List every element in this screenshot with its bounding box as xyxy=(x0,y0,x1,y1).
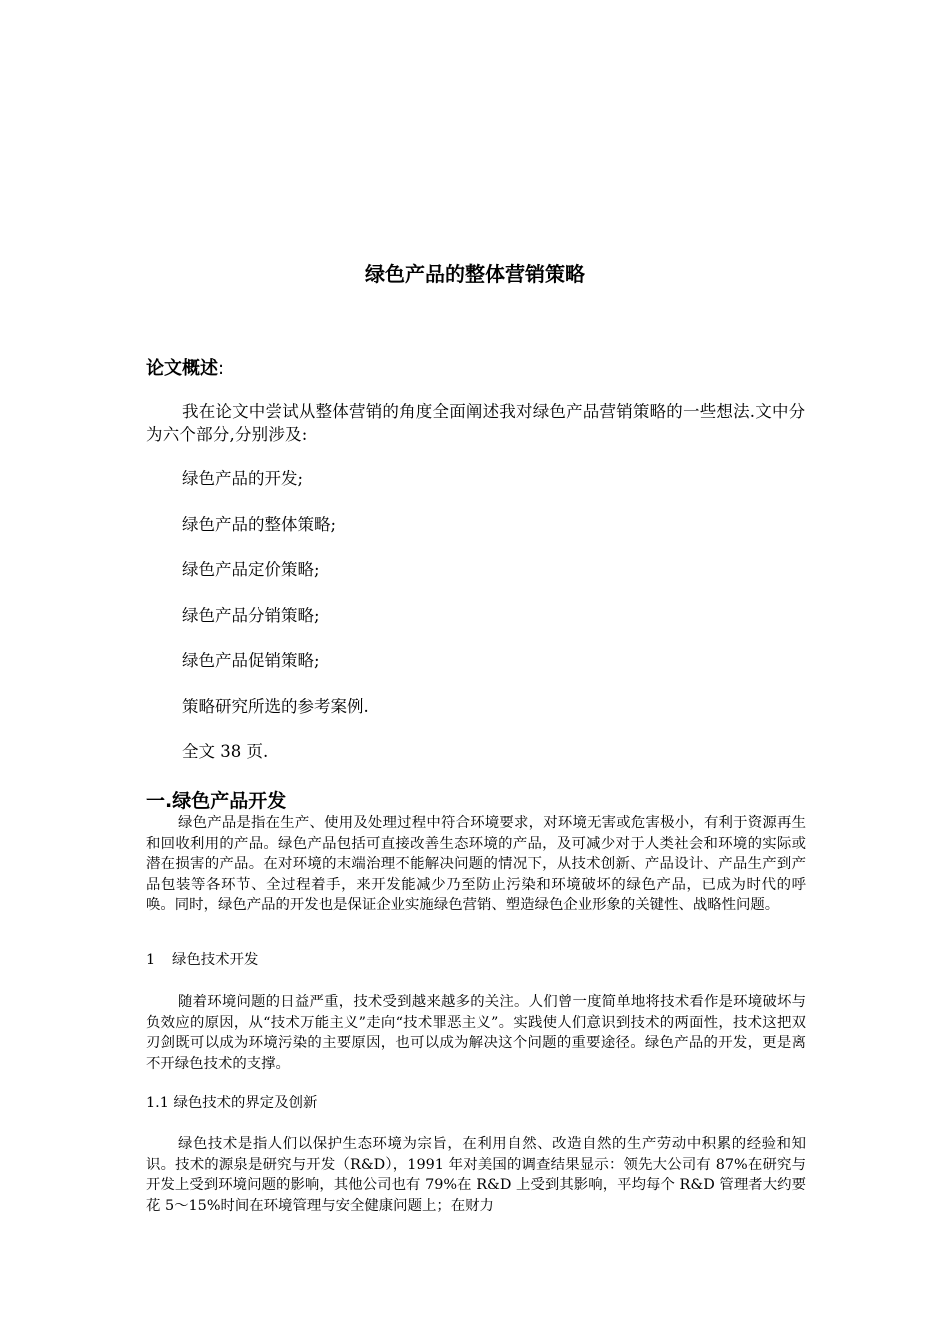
abstract-heading xyxy=(146,354,224,380)
subsection-heading: 1.1 绿色技术的界定及创新 xyxy=(146,1095,318,1111)
section-paragraph: 随着环境问题的日益严重，技术受到越来越多的关注。人们曾一度简单地将技术看作是环境破坏与负效应的原因，从“技术万能主义”走向“技术罪恶主义”。实践使人们意识到技术的两面性，技术这把双刃剑既可以成为环境污染的主要原因，也可以成为解决这个问题的重要途径。绿色产品的开发，更是离不开绿色技术的支撑。 xyxy=(146,994,806,1072)
abstract-item: 绿色产品促销策略; xyxy=(182,651,320,670)
section-paragraph: 绿色技术是指人们以保护生态环境为宗旨，在利用自然、改造自然的生产劳动中积累的经验和知识。技术的源泉是研究与开发（R&D），1991 年对美国的调查结果显示：领先大公司有 87%在研究与开发上受到环境问题的影响，其他公司也有 79%在 R&D 上受到其影响，平均每个 R&D 管理者大约要花 5～15%时间在环境管理与安全健康问题上；在财力 xyxy=(146,1136,806,1214)
section-paragraph: 绿色产品是指在生产、使用及处理过程中符合环境要求，对环境无害或危害极小，有利于资源再生和回收利用的产品。绿色产品包括可直接改善生态环境的产品，及可减少对于人类社会和环境的实际或潜在损害的产品。在对环境的末端治理不能解决问题的情况下，从技术创新、产品设计、产品生产到产品包装等各环节、全过程着手，来开发能减少乃至防止污染和环境破坏的绿色产品，已成为时代的呼唤。同时，绿色产品的开发也是保证企业实施绿色营销、塑造绿色企业形象的关键性、战略性问题。 xyxy=(146,815,806,913)
abstract-heading-colon: : xyxy=(218,358,225,379)
abstract-item: 策略研究所选的参考案例. xyxy=(182,697,369,716)
section-heading: 一.绿色产品开发 xyxy=(146,790,287,812)
subsection-number: 1 xyxy=(146,952,156,968)
abstract-item: 全文 38 页. xyxy=(182,742,269,761)
abstract-item: 绿色产品分销策略; xyxy=(182,606,320,625)
abstract-heading-text: 论文概述 xyxy=(146,358,218,379)
document-title: 绿色产品的整体营销策略 xyxy=(365,262,585,286)
subsection-title: 绿色技术开发 xyxy=(172,952,259,968)
abstract-intro: 我在论文中尝试从整体营销的角度全面阐述我对绿色产品营销策略的一些想法.文中分为六个部分,分别涉及: xyxy=(146,402,806,444)
abstract-item: 绿色产品的整体策略; xyxy=(182,515,337,534)
abstract-item: 绿色产品定价策略; xyxy=(182,560,320,579)
subsection-heading xyxy=(146,950,258,970)
abstract-item: 绿色产品的开发; xyxy=(182,469,304,488)
